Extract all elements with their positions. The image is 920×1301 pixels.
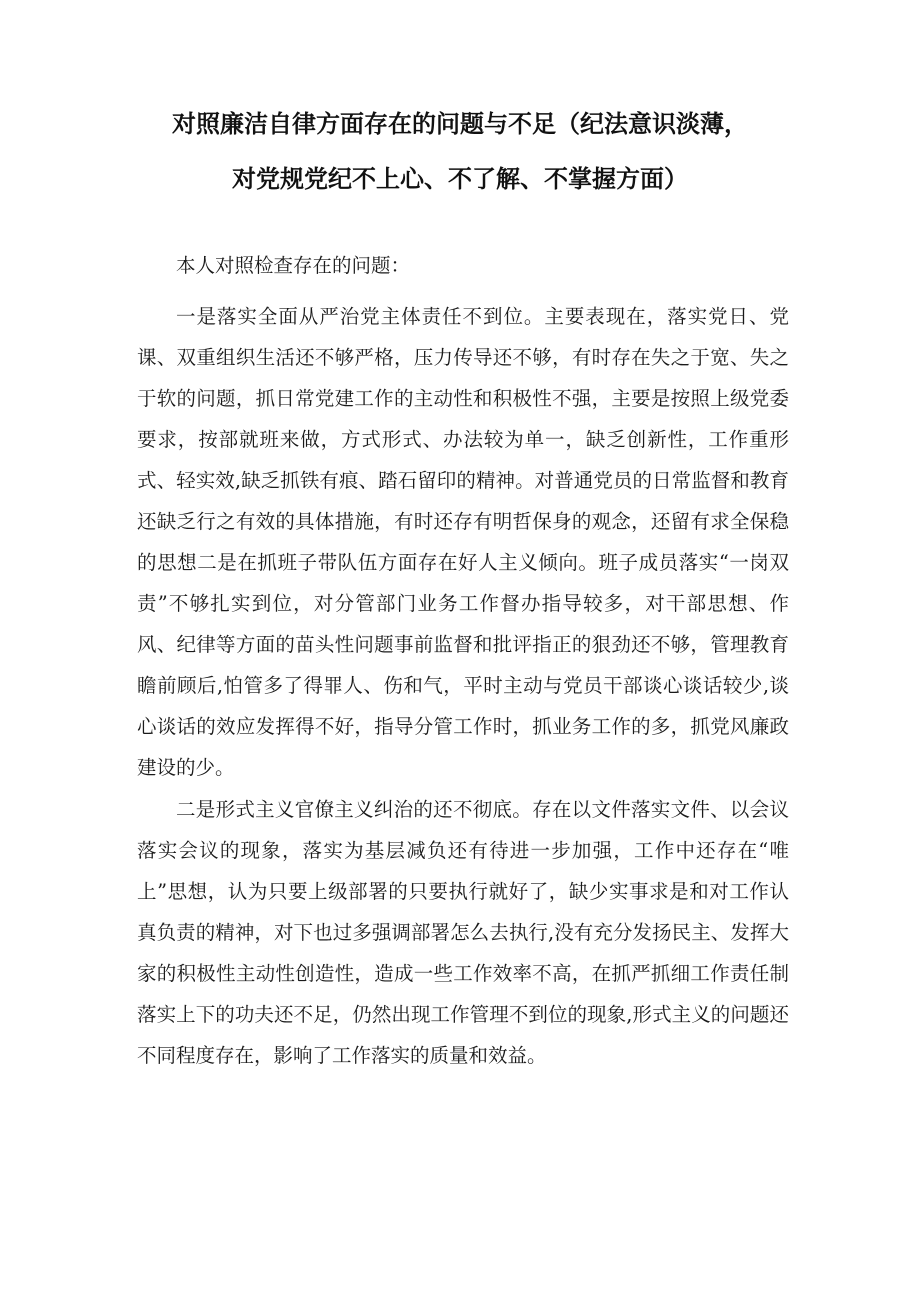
body-paragraph-2: 二是形式主义官僚主义纠治的还不彻底。存在以文件落实文件、以会议落实会议的现象，落实为基层减负还有待进一步加强，工作中还存在“唯上”思想，认为只要上级部署的只要执行就好了，缺少实事求是和对工作认真负责的精神，对下也过多强调部署怎么去执行,没有充分发扬民主、发挥大家的积极性主动性创造性，造成一些工作效率不高，在抓严抓细工作责任制落实上下的功夫还不足，仍然出现工作管理不到位的现象,形式主义的问题还不同程度存在，影响了工作落实的质量和效益。 [137,798,789,1067]
body-paragraph-1: 一是落实全面从严治党主体责任不到位。主要表现在，落实党日、党课、双重组织生活还不够严格，压力传导还不够，有时存在失之于宽、失之于软的问题，抓日常党建工作的主动性和积极性不强，主要是按照上级党委要求，按部就班来做，方式形式、办法较为单一，缺乏创新性，工作重形式、轻实效,缺乏抓铁有痕、踏石留印的精神。对普通党员的日常监督和教育还缺乏行之有效的具体措施，有时还存有明哲保身的观念，还留有求全保稳的思想二是在抓班子带队伍方面存在好人主义倾向。班子成员落实“一岗双责”不够扎实到位，对分管部门业务工作督办指导较多，对干部思想、作风、纪律等方面的苗头性问题事前监督和批评指正的狠劲还不够，管理教育瞻前顾后,怕管多了得罪人、伤和气，平时主动与党员干部谈心谈话较少,谈心谈话的效应发挥得不好，指导分管工作时，抓业务工作的多，抓党风廉政建设的少。 [137,305,789,779]
intro-paragraph: 本人对照检查存在的问题： [176,254,411,277]
document-title-line-2: 对党规党纪不上心、不了解、不掌握方面） [232,165,688,193]
document-title-line-1: 对照廉洁自律方面存在的问题与不足（纪法意识淡薄， [172,110,748,138]
